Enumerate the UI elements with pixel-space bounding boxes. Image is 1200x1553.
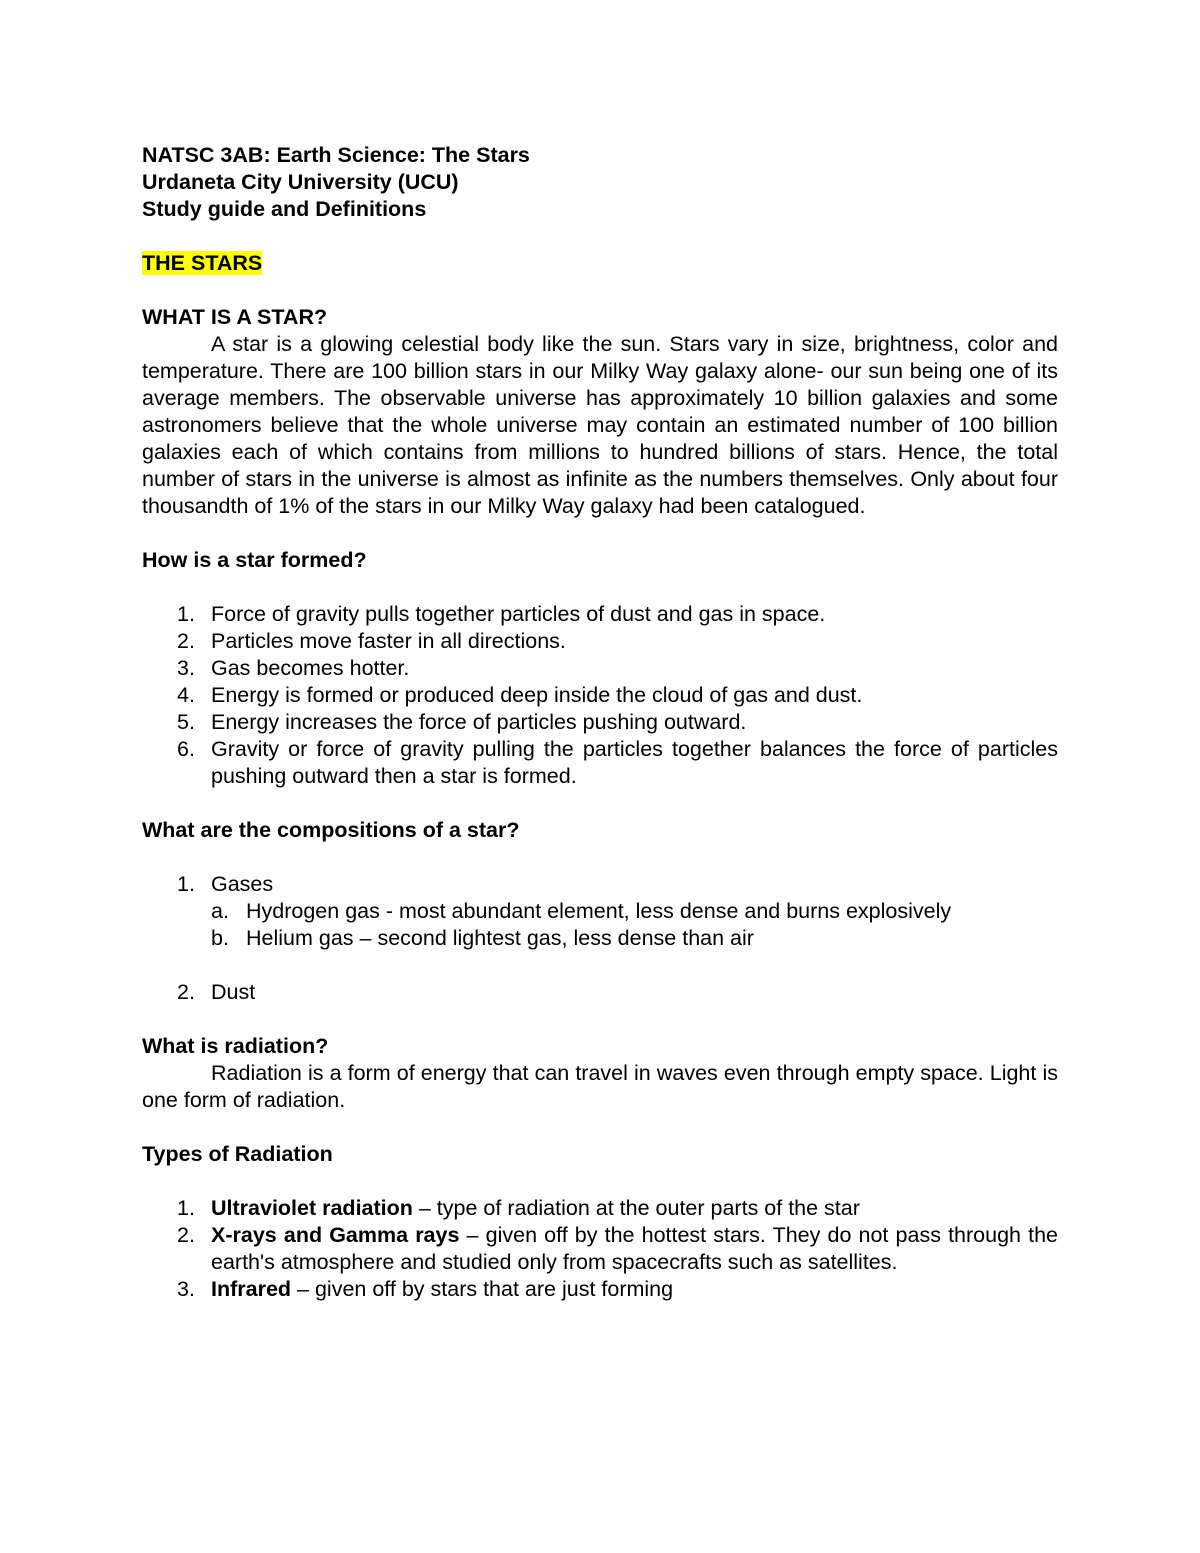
list-item: 2. Dust [177,980,256,1004]
composition-list-2 [142,979,1058,1006]
university-name: Urdaneta City University (UCU) [142,170,459,194]
list-item: 4. Energy is formed or produced deep inside the cloud of gas and dust. [177,683,863,707]
radiation-body: Radiation is a form of energy that can travel in waves even through empty space. Light is one form of radiation. [142,1061,1058,1112]
list-item: 1. Force of gravity pulls together particles of dust and gas in space. [177,602,826,626]
composition-sublist [142,898,1058,952]
term: Ultraviolet radiation [211,1196,413,1220]
list-item: 1. Ultraviolet radiation – type of radiation at the outer parts of the star [177,1196,860,1220]
guide-subtitle: Study guide and Definitions [142,197,427,221]
list-item: 2. X-rays and Gamma rays – given off by the hottest stars. They do not pass through the earth's atmosphere and studied only from spacecrafts such as satellites. [177,1223,1058,1274]
composition-heading: What are the compositions of a star? [142,818,520,842]
composition-list [142,871,1058,898]
types-list [142,1195,1058,1303]
what-is-star-heading: WHAT IS A STAR? [142,305,328,329]
types-heading: Types of Radiation [142,1142,333,1166]
radiation-heading: What is radiation? [142,1034,329,1058]
course-title: NATSC 3AB: Earth Science: The Stars [142,143,530,167]
formation-heading: How is a star formed? [142,548,367,572]
list-item: 1. Gases [177,872,274,896]
section-title [142,250,1058,277]
list-item: b. Helium gas – second lightest gas, less dense than air [211,926,754,950]
list-item: a. Hydrogen gas - most abundant element, less dense and burns explosively [211,899,952,923]
document-page [142,142,1058,1303]
what-is-star-body: A star is a glowing celestial body like the sun. Stars vary in size, brightness, color and temperature. There are 100 billion stars in our Milky Way galaxy alone- our sun being one of its average members. The observable universe has approximately 10 billion galaxies and some astronomers believe that the whole universe may contain an estimated number of 100 billion galaxies each of which contains from millions to hundred billions of stars. Hence, the total number of stars in the universe is almost as infinite as the numbers themselves. Only about four thousandth of 1% of the stars in our Milky Way galaxy had been catalogued. [142,332,1058,518]
list-item: 3. Infrared – given off by stars that are just forming [177,1277,674,1301]
list-item: 3. Gas becomes hotter. [177,656,410,680]
list-item: 2. Particles move faster in all directions. [177,629,566,653]
list-item: 5. Energy increases the force of particles pushing outward. [177,710,747,734]
formation-list [142,601,1058,790]
section-title-highlight: THE STARS [142,251,263,275]
term: Infrared [211,1277,292,1301]
term: X-rays and Gamma rays [211,1223,460,1247]
list-item: 6. Gravity or force of gravity pulling the particles together balances the force of particles pushing outward then a star is formed. [177,737,1058,788]
